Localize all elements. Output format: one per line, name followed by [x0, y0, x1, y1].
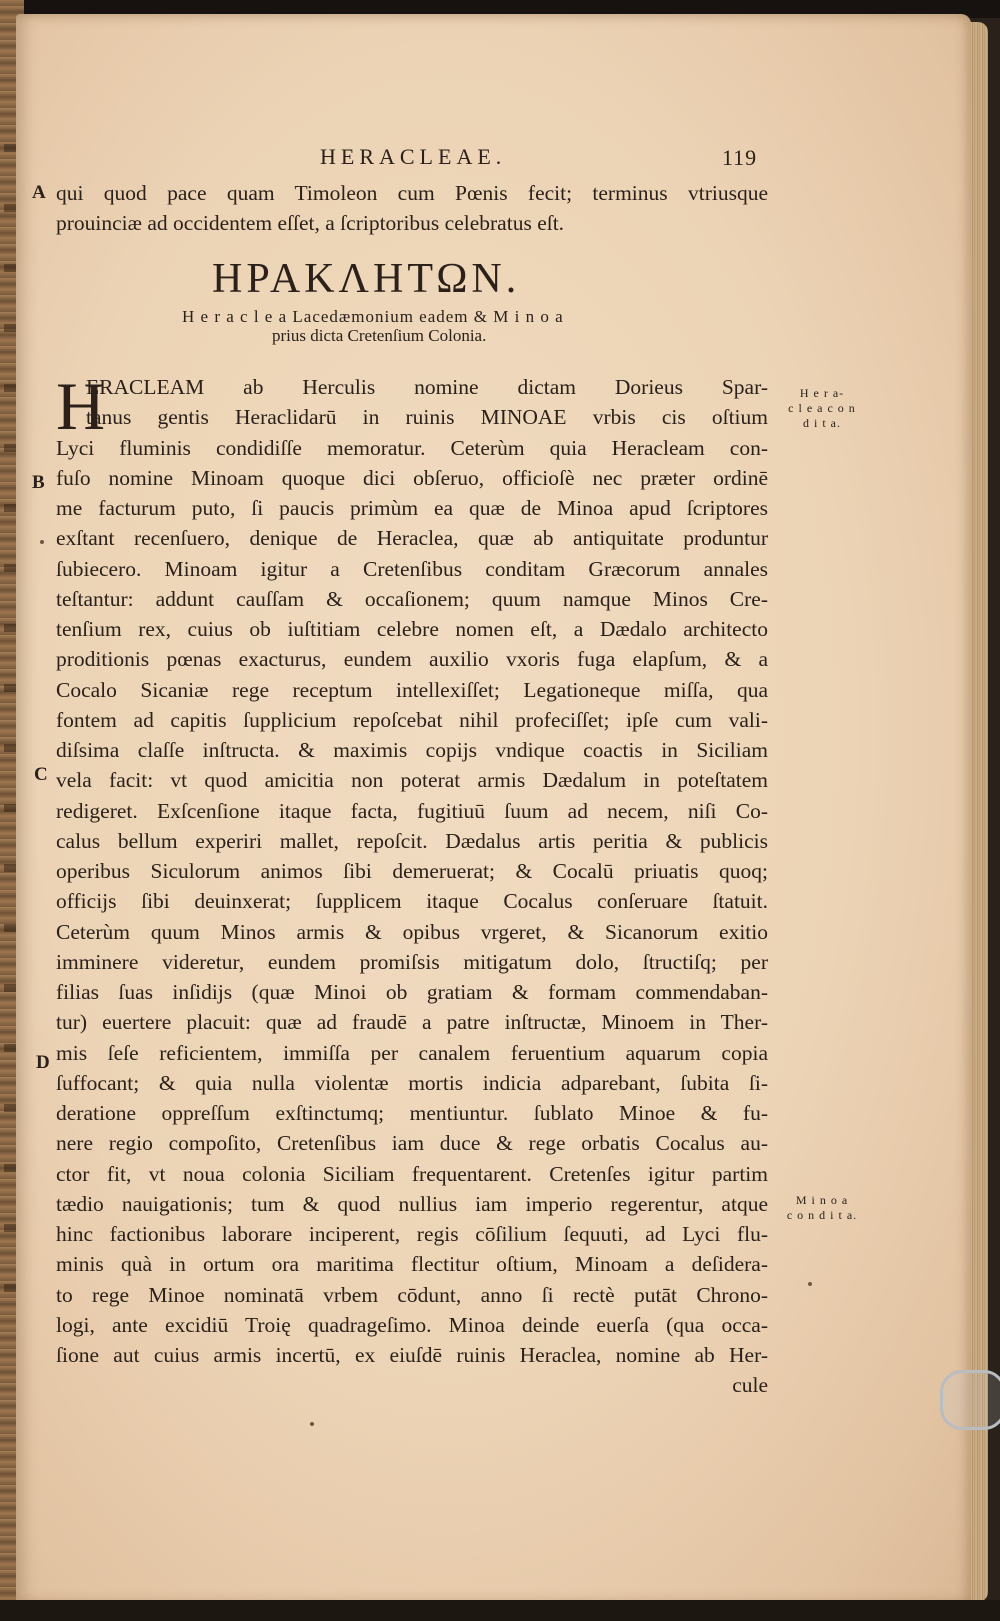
text-line: Lyci fluminis condidiſſe memoratur. Ceterùm quia Heracleam con- [56, 435, 768, 460]
section-subtitle-line: prius dicta Cretenſium Colonia. [272, 326, 487, 345]
text-line: ctor fit, vt noua colonia Siciliam frequentarent. Cretenſes igitur partim [56, 1161, 768, 1186]
margin-letter-b: B [32, 472, 45, 493]
text-line: officijs ſibi deuinxerat; ſupplicem itaque Cocalus conſeruare ſtatuit. [56, 889, 768, 914]
text-line: mis ſeſe reficientem, immiſſa per canalem feruentium aquarum copia [56, 1040, 768, 1065]
marginal-note-line: c o n d i t a. [786, 1208, 858, 1222]
text-line: imminere videretur, eundem promiſsis mitigatum dolo, ſtructiſq; per [56, 949, 768, 974]
text-line: prouinciæ ad occidentem eſſet, a ſcriptoribus celebratus eſt. [56, 211, 565, 235]
section-subtitle-line: H e r a c l e a Lacedæmonium eadem & M i n o a [182, 307, 564, 326]
marginal-note-line: H e r a- [799, 386, 845, 400]
text-line: fuſo nomine Minoam quoque dici obſeruo, officioſè nec præter ordinē [56, 465, 768, 490]
text-line: ſione aut cuius armis incertū, ex eiuſdē ruinis Heraclea, nomine ab Her- [56, 1343, 768, 1367]
catchword: cule [732, 1373, 768, 1398]
text-line: exſtant recenſuero, denique de Heraclea, quæ ab antiquitate produntur [56, 526, 768, 551]
text-line: operibus Siculorum animos ſibi demeruerat; & Cocalū priuatis quoq; [56, 859, 768, 883]
text-line: fontem ad capitis ſupplicium repoſcebat nihil profeciſſet; ipſe cum vali- [56, 707, 768, 732]
text-line: teſtantur: addunt cauſſam & occaſionem; quum namque Minos Cre- [56, 586, 768, 611]
text-line: tur) euertere placuit: quæ ad fraudē a patre inſtructæ, Minoem in Ther- [56, 1010, 768, 1035]
margin-letter-d: D [36, 1052, 50, 1073]
marginal-note-heraclea [780, 386, 864, 431]
text-line: to rege Minoe nominatā vrbem cōdunt, anno ſi rectè putāt Chrono- [56, 1282, 768, 1307]
dark-background-bottom [0, 1600, 1000, 1621]
text-line: filias ſuas inſidijs (quæ Minoi ob gratiam & formam commendaban- [56, 980, 768, 1004]
text-line: tædio nauigationis; tum & quod nullius iam imperio regerentur, atque [56, 1191, 768, 1216]
text-line: Ceterùm quum Minos armis & opibus vrgeret, & Sicanorum exitio [56, 919, 768, 944]
section-title: ΗΡΑΚΛΗΤΩΝ. [212, 256, 521, 302]
text-line: minis quà in ortum ora maritima flectitur oſtium, Minoam a deſidera- [56, 1252, 768, 1277]
text-line: ſubiecero. Minoam igitur a Cretenſibus conditam Græcorum annales [56, 556, 768, 581]
main-text-block [56, 368, 768, 1401]
text-line: tenſium rex, cuius ob iuſtitiam celebre nomen eſt, a Dædalo architecto [56, 617, 768, 641]
ink-speck [310, 1422, 314, 1426]
text-line: ERACLEAM ab Herculis nomine dictam Dorieus Spar- [86, 375, 768, 399]
text-line: proditionis pœnas exacturus, eundem auxilio vxoris fuga elapſum, & a [56, 647, 768, 672]
ink-speck [808, 1282, 812, 1286]
text-line: redigeret. Exſcenſione itaque facta, fugitiuū ſuum ad necem, niſi Co- [56, 798, 768, 823]
text-line: logi, ante excidiū Troię quadrageſimo. Minoa deinde euerſa (qua occa- [56, 1312, 768, 1337]
text-line: ſuffocant; & quia nulla violentæ mortis indicia adparebant, ſubita ſi- [56, 1070, 768, 1095]
margin-letter-a: A [32, 182, 46, 203]
text-line: diſsima claſſe inſtructa. & maximis copijs vndique coactis in Siciliam [56, 738, 768, 762]
page-number: 119 [722, 145, 758, 170]
text-line: tanus gentis Heraclidarū in ruinis MINOAE vrbis cis oſtium [86, 405, 768, 430]
ink-speck [40, 540, 44, 544]
margin-letter-c: C [34, 764, 48, 785]
running-head: HERACLEAE. [320, 144, 507, 169]
text-line: nere regio compoſito, Cretenſibus iam duce & rege orbatis Cocalus au- [56, 1131, 768, 1156]
opening-paragraph [56, 178, 768, 238]
drop-cap: H [56, 368, 106, 444]
marginal-note-minoa [774, 1193, 870, 1223]
page-clip [940, 1370, 1000, 1430]
text-line: calus bellum experiri mallet, repoſcit. Dædalus artis peritia & publicis [56, 828, 768, 853]
text-line: vela facit: vt quod amicitia non poterat armis Dædalum in poteſtatem [56, 768, 768, 793]
text-line: qui quod pace quam Timoleon cum Pœnis fecit; terminus vtriusque [56, 181, 768, 205]
marginal-note-line: c l e a c o n [788, 401, 856, 415]
text-line: deratione oppreſſum exſtinctumq; mentiuntur. ſublato Minoe & fu- [56, 1101, 768, 1125]
marginal-note-line: M i n o a [795, 1193, 849, 1207]
text-line: Cocalo Sicaniæ rege receptum intellexiſſet; Legationeque miſſa, qua [56, 677, 768, 702]
text-line: hinc factionibus laborare inciperent, regis cōſilium ſequuti, ad Lyci flu- [56, 1222, 768, 1246]
marginal-note-line: d i t a. [803, 416, 841, 430]
text-line: me facturum puto, ſi paucis primùm ea quæ de Minoa apud ſcriptores [56, 496, 768, 520]
